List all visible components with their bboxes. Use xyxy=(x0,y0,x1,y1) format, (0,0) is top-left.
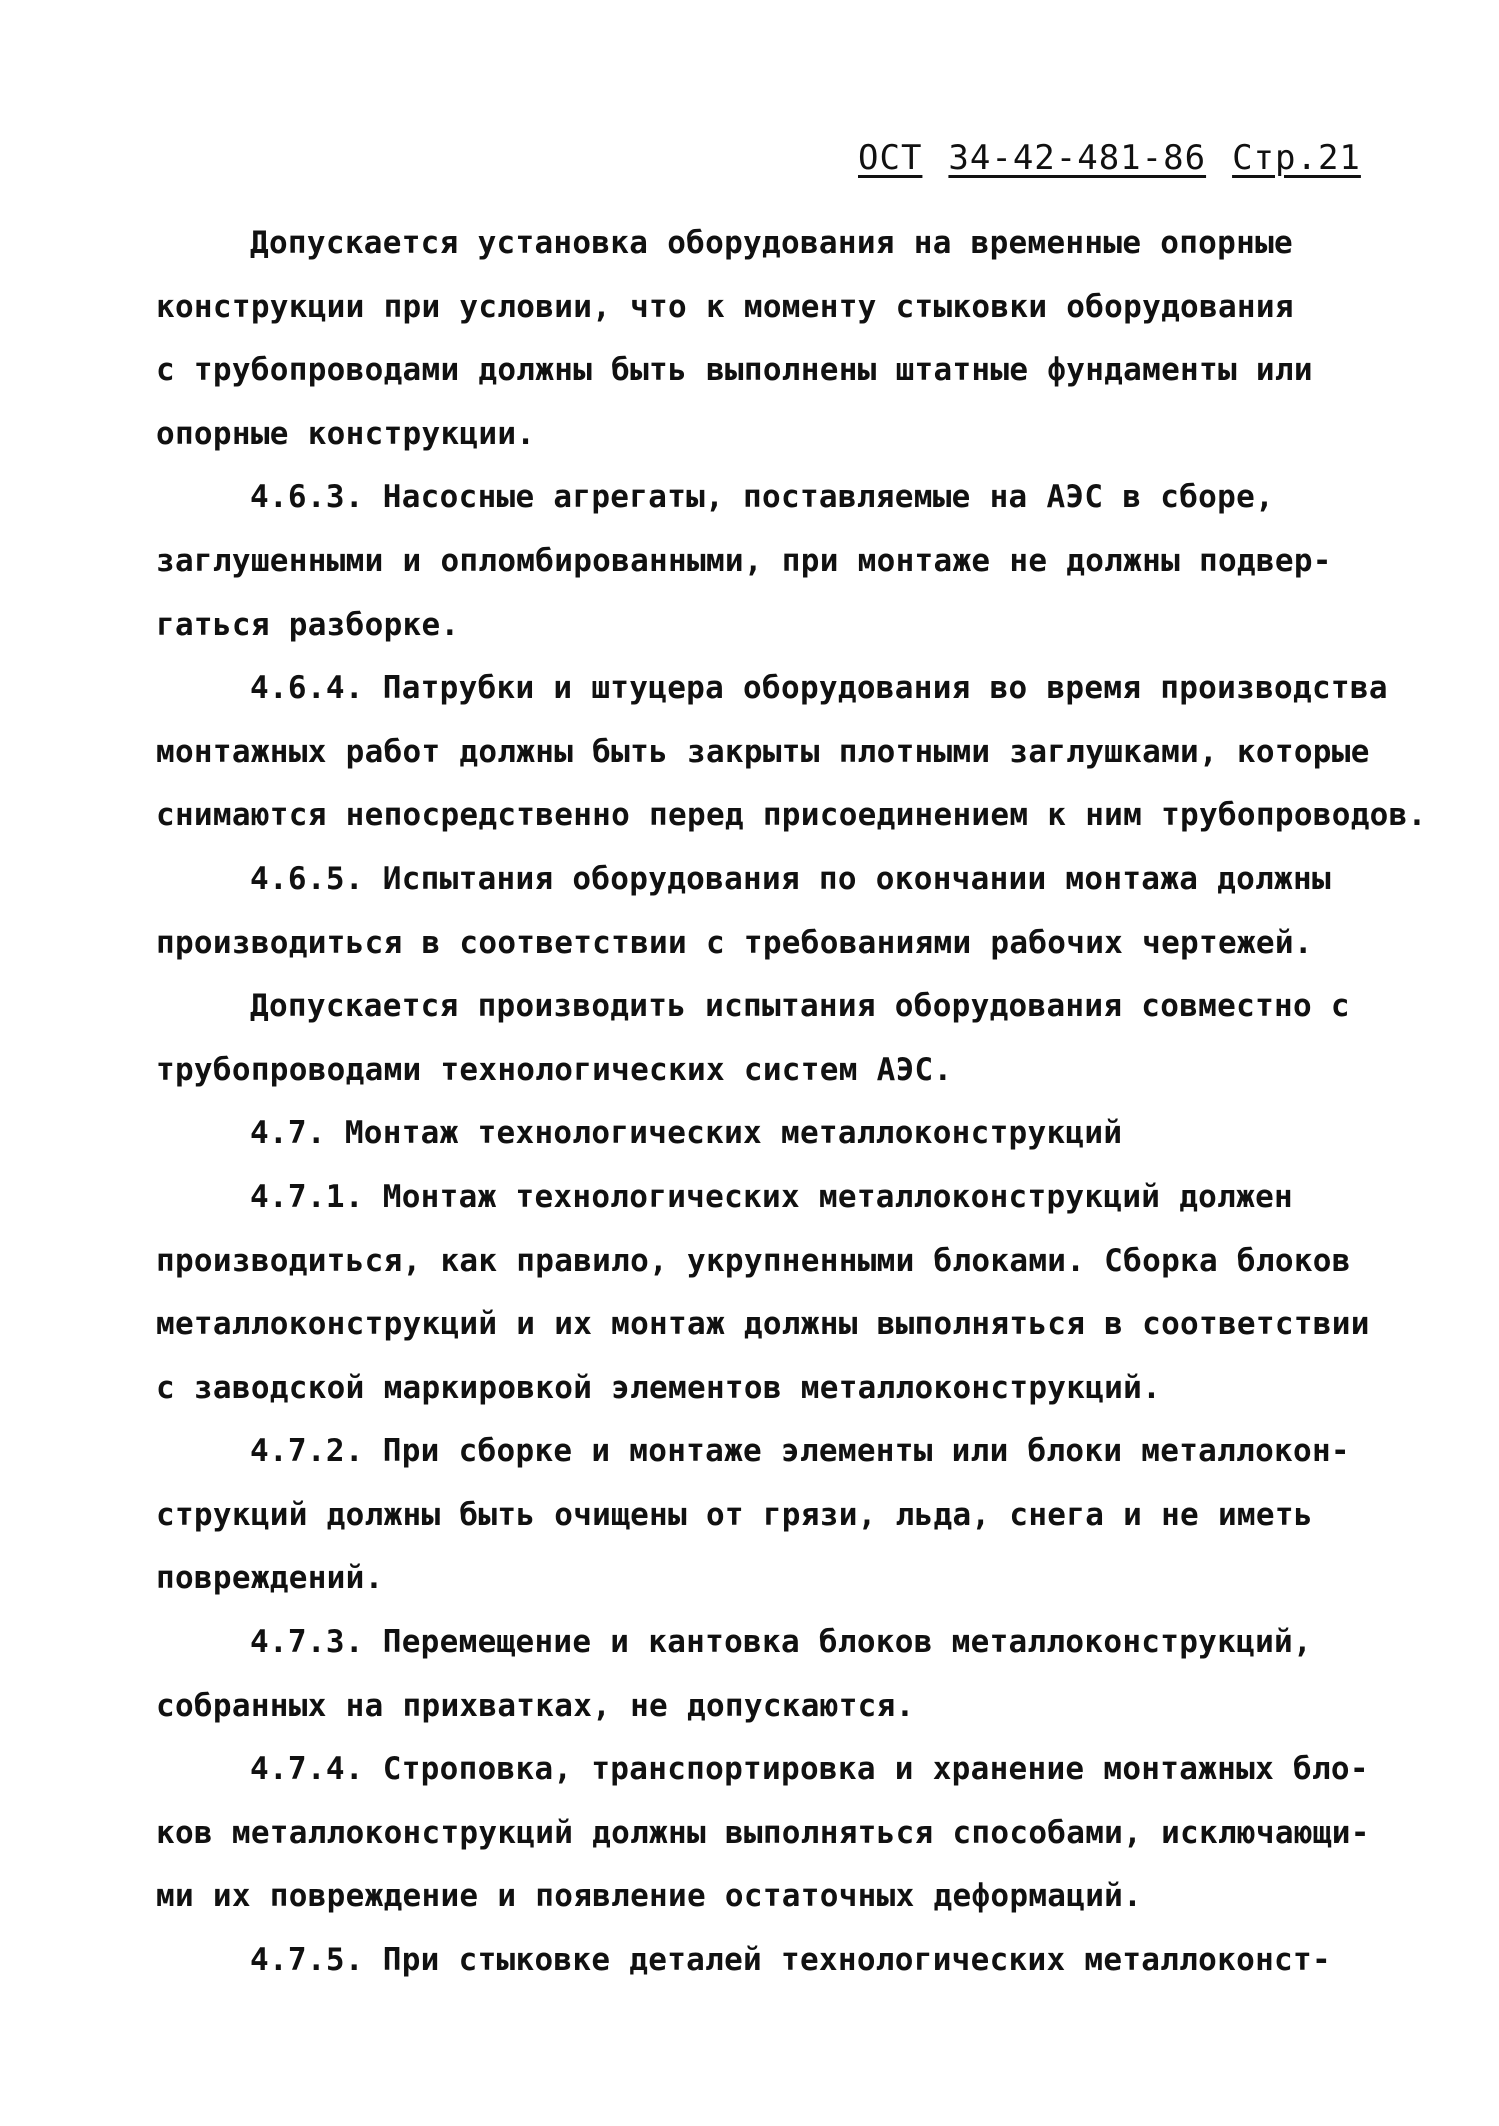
text-line: с заводской маркировкой элементов металлоконструкций. xyxy=(156,1369,1162,1406)
page-number: Стр.21 xyxy=(1232,138,1361,178)
text-line: 4.7.2. При сборке и монтаже элементы или блоки металлокон- xyxy=(250,1433,1350,1470)
text-line: 4.7.1. Монтаж технологических металлоконструкций должен xyxy=(250,1178,1293,1215)
text-line: производиться, как правило, укрупненными блоками. Сборка блоков xyxy=(156,1242,1351,1279)
text-line: трубопроводами технологических систем АЭС. xyxy=(156,1051,953,1088)
text-line: с трубопроводами должны быть выполнены штатные фундаменты или xyxy=(156,352,1313,389)
text-line: 4.6.5. Испытания оборудования по окончании монтажа должны xyxy=(250,860,1331,897)
text-line: струкций должны быть очищены от грязи, льда, снега и не иметь xyxy=(156,1496,1313,1533)
text-line: 4.7.5. При стыковке деталей технологических металлоконст- xyxy=(250,1942,1331,1979)
text-line: 4.7. Монтаж технологических металлоконструкций xyxy=(250,1115,1123,1152)
standard-number: 34-42-481-86 xyxy=(948,138,1207,178)
text-line: Допускается производить испытания оборудования совместно с xyxy=(250,988,1350,1025)
text-line: Допускается установка оборудования на временные опорные xyxy=(250,225,1293,261)
text-line: ми их повреждение и появление остаточных деформаций. xyxy=(156,1878,1143,1915)
text-line: конструкции при условии, что к моменту стыковки оборудования xyxy=(156,288,1294,325)
page-header xyxy=(858,138,1361,178)
text-line: 4.7.3. Перемещение и кантовка блоков металлоконструкций, xyxy=(250,1624,1312,1661)
text-line: заглушенными и опломбированными, при монтаже не должны подвер- xyxy=(156,542,1332,579)
text-line: повреждений. xyxy=(156,1560,384,1597)
text-line: снимаются непосредственно перед присоединением к ним трубопроводов. xyxy=(156,797,1427,834)
text-line: собранных на прихватках, не допускаются. xyxy=(156,1687,915,1724)
text-line: ков металлоконструкций должны выполняться способами, исключающи- xyxy=(156,1814,1370,1851)
document-body xyxy=(156,212,1436,1993)
text-line: 4.7.4. Строповка, транспортировка и хранение монтажных бло- xyxy=(250,1751,1369,1788)
text-line: гаться разборке. xyxy=(156,606,460,643)
text-line: 4.6.4. Патрубки и штуцера оборудования во время производства xyxy=(250,670,1388,707)
text-line: опорные конструкции. xyxy=(156,415,536,452)
text-line: производиться в соответствии с требованиями рабочих чертежей. xyxy=(156,924,1313,961)
standard-code: ОСТ xyxy=(858,138,923,178)
text-line: монтажных работ должны быть закрыты плотными заглушками, которые xyxy=(156,733,1370,770)
text-line: металлоконструкций и их монтаж должны выполняться в соответствии xyxy=(156,1306,1370,1343)
text-line: 4.6.3. Насосные агрегаты, поставляемые на АЭС в сборе, xyxy=(250,479,1275,516)
